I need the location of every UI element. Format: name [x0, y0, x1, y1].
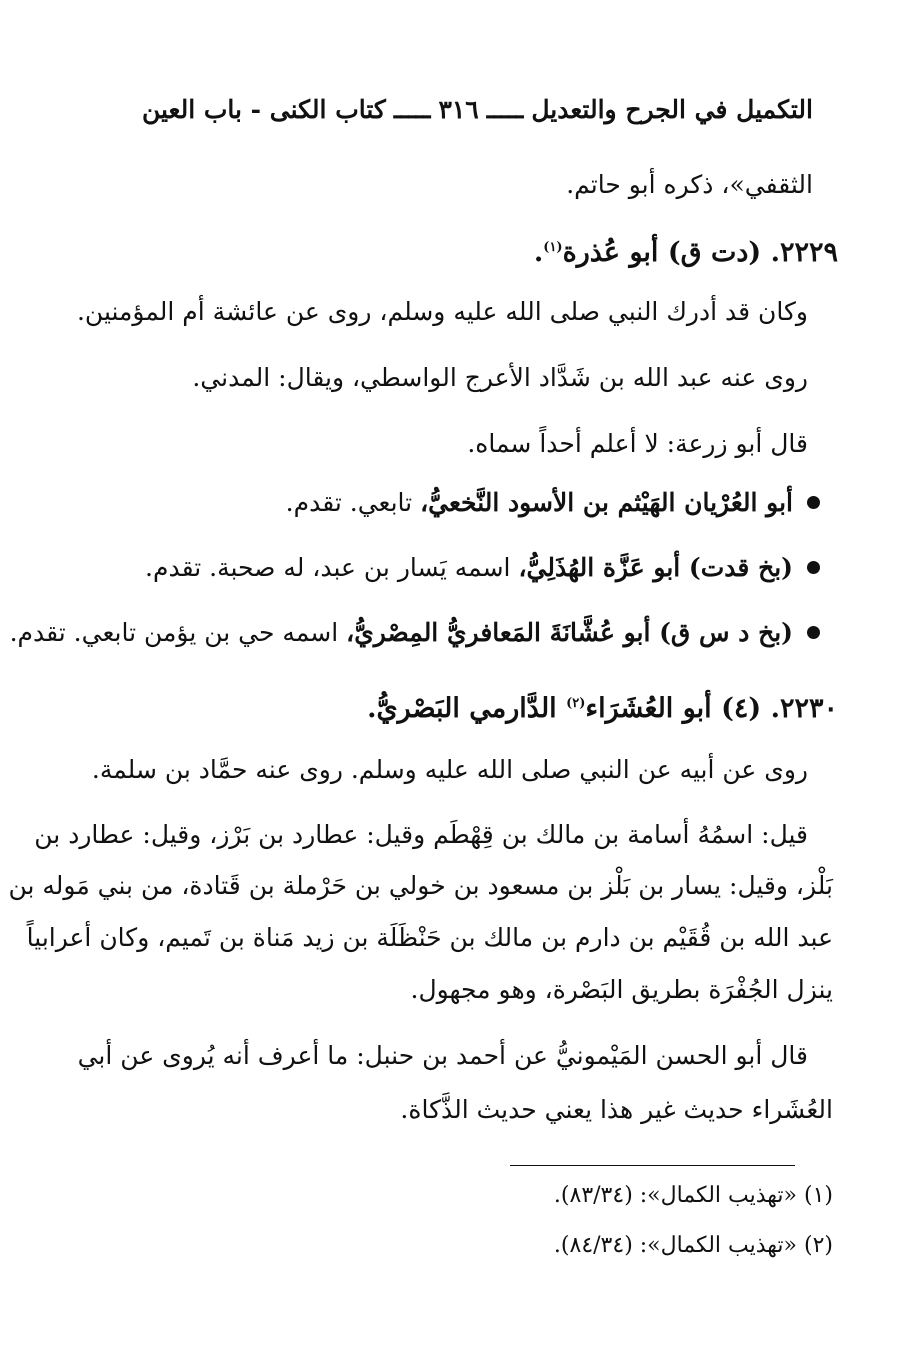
text-line: قيل: اسمُهُ أسامة بن مالك بن قِهْطَم وقيل: عطارد بن بَرْز، وقيل: عطارد بن: [34, 820, 808, 849]
cross-reference-item: [150, 488, 820, 517]
footnote-marker: (١): [543, 240, 563, 255]
entry-name: أبو عُذرة: [562, 237, 659, 268]
text-line: بَلْز، وقيل: يسار بن بَلْز بن مسعود بن خولي بن حَرْملة بن قَتادة، من بني مَوله بن: [8, 871, 833, 900]
kunya-name: أبو العُرْيان الهَيْثم بن الأسود النَّخعيُّ،: [420, 488, 793, 517]
entry-number: ٢٢٢٩.: [770, 237, 838, 268]
text-line: قال أبو الحسن المَيْمونيُّ عن أحمد بن حنبل: ما أعرف أنه يُروى عن أبي: [77, 1041, 808, 1070]
kunya-note: اسمه يَسار بن عبد، له صحبة. تقدم.: [145, 553, 511, 582]
footnote: (١) «تهذيب الكمال»: (٨٣/٣٤).: [553, 1183, 833, 1208]
cross-reference-item: [9, 618, 820, 647]
page-number: ٣١٦: [438, 95, 479, 124]
entry-symbols: (دت ق): [667, 237, 762, 268]
section-title: كتاب الكنى - باب العين: [141, 95, 386, 124]
running-header: [141, 95, 813, 124]
entry-heading-2230: [150, 684, 838, 729]
kunya-note: تابعي. تقدم.: [285, 488, 413, 517]
footnote-marker: (٢): [566, 696, 586, 711]
text-line: عبد الله بن قُقَيْم بن دارم بن مالك بن حَنْظَلَة بن زيد مَناة بن تَميم، وكان أعرابياً: [26, 923, 833, 952]
cross-reference-item: [145, 553, 820, 582]
entry-heading-2229: ٢٢٢٩. (دت ق) أبو عُذرة$^{(١)}$.: [533, 237, 838, 268]
kunya-note: اسمه حي بن يؤمن تابعي. تقدم.: [9, 618, 339, 647]
kunya-name: (بخ د س ق) أبو عُشَّانَةَ المَعافريُّ المِصْريُّ،: [346, 618, 793, 647]
footnote-separator: [510, 1165, 795, 1166]
book-title: التكميل في الجرح والتعديل: [531, 95, 813, 124]
bullet-icon: [807, 626, 820, 639]
text-line: وكان قد أدرك النبي صلى الله عليه وسلم، روى عن عائشة أم المؤمنين.: [76, 297, 808, 326]
bullet-icon: [807, 496, 820, 509]
text-line: العُشَراء حديث غير هذا يعني حديث الذَّكاة.: [400, 1095, 833, 1124]
kunya-name: (بخ قدت) أبو عَزَّة الهُذَلِيُّ،: [518, 553, 793, 582]
bullet-icon: [807, 561, 820, 574]
text-line: روى عن أبيه عن النبي صلى الله عليه وسلم. روى عنه حمَّاد بن سلمة.: [91, 755, 808, 784]
entry-symbols: (٤): [721, 693, 762, 724]
text-line: الثقفي»، ذكره أبو حاتم.: [566, 170, 813, 199]
footnote: (٢) «تهذيب الكمال»: (٨٤/٣٤).: [553, 1233, 833, 1258]
header-dash: ـــــ: [486, 95, 524, 124]
header-dash: ـــــ: [393, 95, 431, 124]
entry-nisba: الدَّارمي البَصْريُّ.: [367, 693, 557, 724]
entry-name: أبو العُشَرَاء: [585, 693, 712, 724]
entry-number: ٢٢٣٠.: [770, 693, 838, 724]
text-line: قال أبو زرعة: لا أعلم أحداً سماه.: [467, 429, 808, 458]
text-line: روى عنه عبد الله بن شَدَّاد الأعرج الواسطي، ويقال: المدني.: [192, 363, 808, 392]
text-line: ينزل الجُفْرَة بطريق البَصْرة، وهو مجهول.: [410, 975, 833, 1004]
